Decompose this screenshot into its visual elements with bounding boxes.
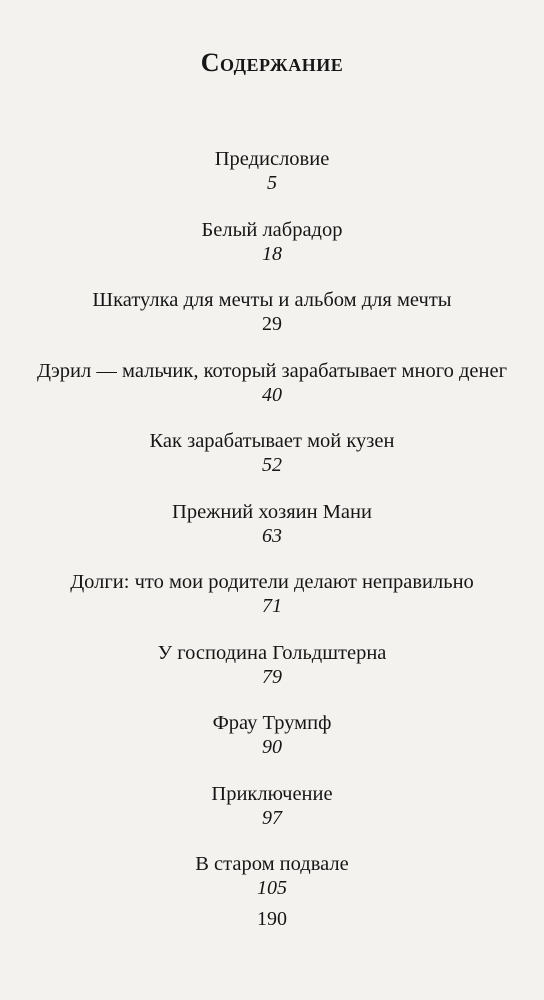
toc-entry-page: 18 [262,242,282,265]
toc-entry [0,499,544,570]
toc-entry [0,640,544,711]
toc-entry [0,358,544,429]
toc-entry [0,569,544,640]
toc-entry-page: 97 [262,806,282,829]
toc-entry-page: 5 [267,172,277,194]
toc-entry [0,781,544,852]
table-of-contents [0,146,544,922]
toc-entry-page: 29 [262,313,282,335]
page-number: 190 [257,908,287,930]
toc-entry [0,710,544,781]
toc-entry-title: В старом подвале [195,853,349,875]
toc-entry [0,428,544,499]
toc-entry [0,146,544,217]
toc-entry-page: 52 [262,454,282,476]
toc-entry-page: 79 [262,665,282,688]
toc-entry-title: Долги: что мои родители делают неправильно [70,571,474,593]
toc-entry-title: Шкатулка для мечты и альбом для мечты [92,289,452,311]
toc-entry-page: 90 [262,736,282,758]
toc-entry [0,287,544,358]
toc-entry-page: 63 [262,524,282,547]
toc-entry [0,217,544,288]
toc-entry-title: Предисловие [214,148,330,170]
page-title: Содержание [200,48,344,77]
toc-entry-title: Фрау Трумпф [212,712,332,734]
toc-entry-page: 71 [262,595,282,617]
toc-entry-page: 105 [257,877,287,899]
toc-entry-page: 40 [262,383,282,406]
toc-entry-title: Дэрил — мальчик, который зарабатывает много денег [37,359,507,382]
toc-entry-title: У господина Гольдштерна [157,641,387,664]
toc-entry-title: Приключение [211,782,333,805]
toc-entry-title: Прежний хозяин Мани [172,500,372,523]
toc-entry-title: Белый лабрадор [201,218,343,241]
toc-entry-title: Как зарабатывает мой кузен [149,430,395,452]
